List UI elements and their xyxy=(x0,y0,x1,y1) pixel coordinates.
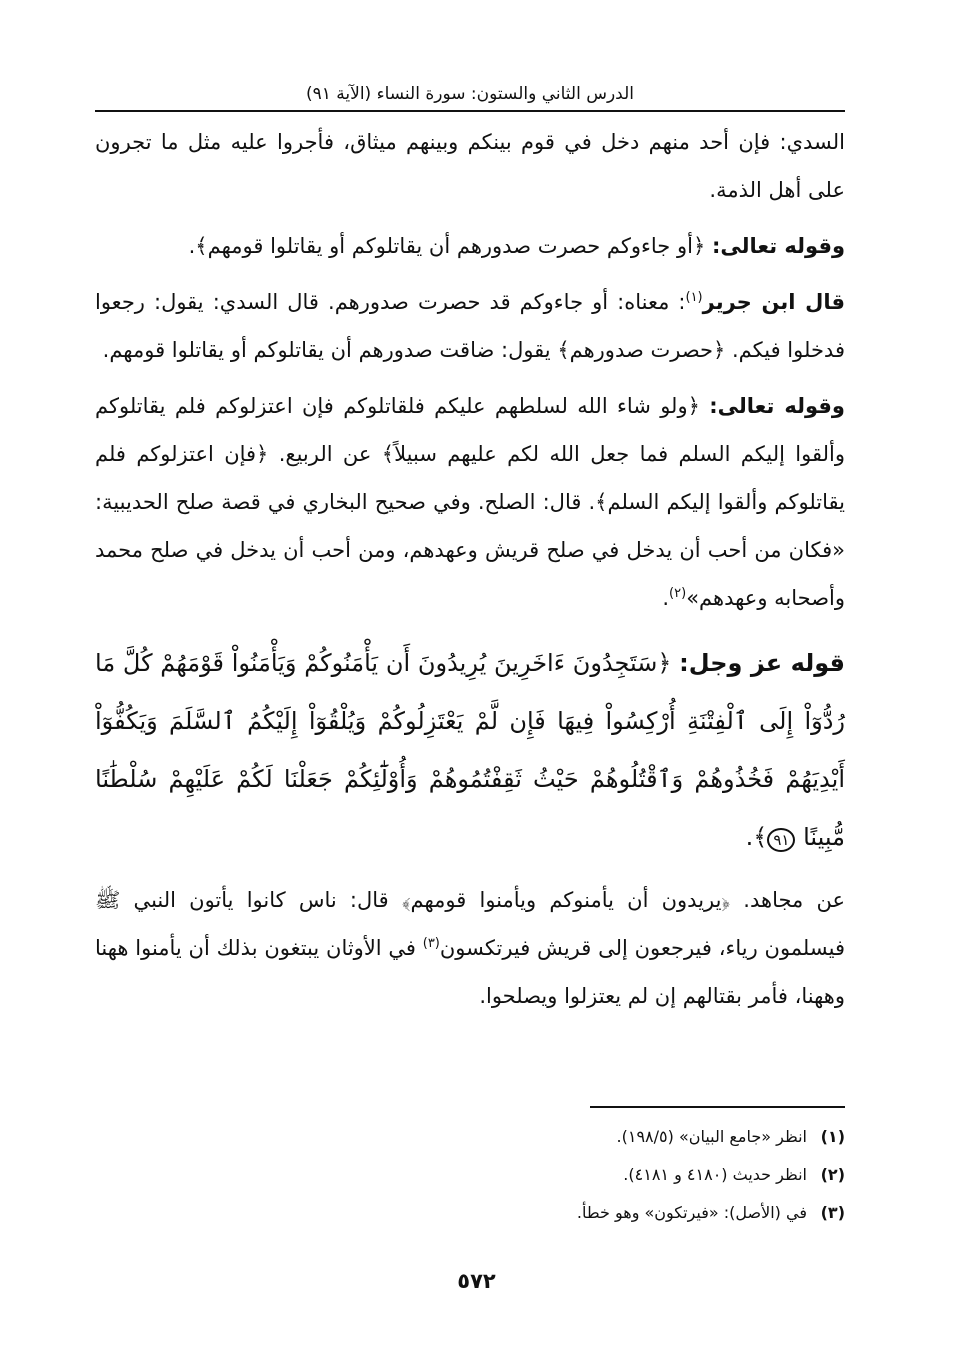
paragraph-lead: وقوله تعالى: xyxy=(711,234,845,258)
paragraph-text: ﴿أو جاءوكم حصرت صدورهم أن يقاتلوكم أو يقاتلوا قومهم﴾. xyxy=(188,234,706,258)
quran-verse-block xyxy=(95,634,845,866)
footnote-ref: (٢) xyxy=(669,586,687,601)
paragraph-text: : معناه: أو جاءوكم قد حصرت صدورهم. قال السدي: يقول: رجعوا فدخلوا فيكم. ﴿حصرت صدورهم﴾ يقول: ضاقت صدورهم أن يقاتلوكم أو يقاتلوا قومهم. xyxy=(95,290,845,362)
paragraph-text-continued: في الأوثان يبتغون بذلك أن يأمنوا ههنا وههنا، فأمر بقتالهم إن لم يعتزلوا ويصلحوا. xyxy=(95,936,845,1008)
verse-tail: ﴾. xyxy=(745,823,768,851)
paragraph-1 xyxy=(95,118,845,214)
verse-text: ﴿سَتَجِدُونَ ءَاخَرِينَ يُرِيدُونَ أَن يَأْمَنُوكُمْ وَيَأْمَنُواْ قَوْمَهُمْ كُلَّ مَا رُدُّوٓاْ إِلَى ٱلْفِتْنَةِ أُرْكِسُواْ فِيهَا فَإِن لَّمْ يَعْتَزِلُوكُمْ وَيُلْقُوٓاْ إِلَيْكُمُ ٱلسَّلَمَ وَيَكُفُّوٓاْ أَيْدِيَهُمْ فَخُذُوهُمْ وَٱقْتُلُوهُمْ حَيْثُ ثَقِفْتُمُوهُمْ وَأُوْلَٰٓئِكُمْ جَعَلْنَا لَكُمْ عَلَيْهِمْ سُلْطَٰنًا مُّبِينًا xyxy=(95,649,845,851)
page-number: ٥٧٢ xyxy=(457,1269,496,1293)
paragraph-text: ﴿ولو شاء الله لسلطهم عليكم فلقاتلوكم فإن اعتزلوكم فلم يقاتلوكم وألقوا إليكم السلم فما جعل الله لكم عليهم سبيلاً﴾ عن الربيع. ﴿فإن اعتزلوكم فلم يقاتلوكم وألقوا إليكم السلم﴾. قال: الصلح. وفي صحيح البخاري في قصة صلح الحديبية: «فكان من أحب أن يدخل في صلح قريش وعهدهم، ومن أحب أن يدخل في صلح محمد وأصحابه وعهدهم» xyxy=(95,394,845,610)
verse-lead: قوله عز وجل: xyxy=(679,649,845,677)
footnote-1 xyxy=(95,1118,845,1156)
footnote-number: (٣) xyxy=(820,1203,845,1222)
footnote-divider xyxy=(590,1106,845,1108)
footnote-text: انظر حديث (٤١٨٠ و ٤١٨١). xyxy=(623,1165,807,1184)
header-divider xyxy=(95,110,845,112)
footnote-text: انظر «جامع البيان» (١٩٨/٥). xyxy=(616,1127,807,1146)
paragraph-2 xyxy=(95,222,845,270)
running-header: الدرس الثاني والستون: سورة النساء (الآية ٩١) xyxy=(305,84,635,104)
footnotes xyxy=(95,1118,845,1232)
footnote-number: (١) xyxy=(820,1127,845,1146)
main-text xyxy=(95,118,845,1028)
footnote-ref: (١) xyxy=(685,290,703,305)
paragraph-4 xyxy=(95,382,845,622)
paragraph-3 xyxy=(95,278,845,374)
paragraph-text: عن مجاهد. ﴿يريدون أن يأمنوكم ويأمنوا قومهم﴾ قال: ناس كانوا يأتون النبي ﷺ فيسلمون رياء، فيرجعون إلى قريش فيرتكسون xyxy=(95,888,845,960)
footnote-3 xyxy=(95,1194,845,1232)
verse-number-marker: ٩١ xyxy=(767,828,795,852)
paragraph-text: السدي: فإن أحد منهم دخل في قوم بينكم وبينهم ميثاق، فأجروا عليه مثل ما تجرون على أهل الذمة. xyxy=(95,130,845,202)
footnote-text: في (الأصل): «فيرتكون» وهو خطأ. xyxy=(576,1203,807,1222)
footnote-ref: (٣) xyxy=(422,936,440,951)
paragraph-lead: وقوله تعالى: xyxy=(709,394,845,418)
footnote-2 xyxy=(95,1156,845,1194)
footnote-number: (٢) xyxy=(820,1165,845,1184)
paragraph-tail: . xyxy=(662,586,670,610)
paragraph-lead: قال ابن جرير xyxy=(702,290,846,314)
paragraph-5 xyxy=(95,876,845,1020)
